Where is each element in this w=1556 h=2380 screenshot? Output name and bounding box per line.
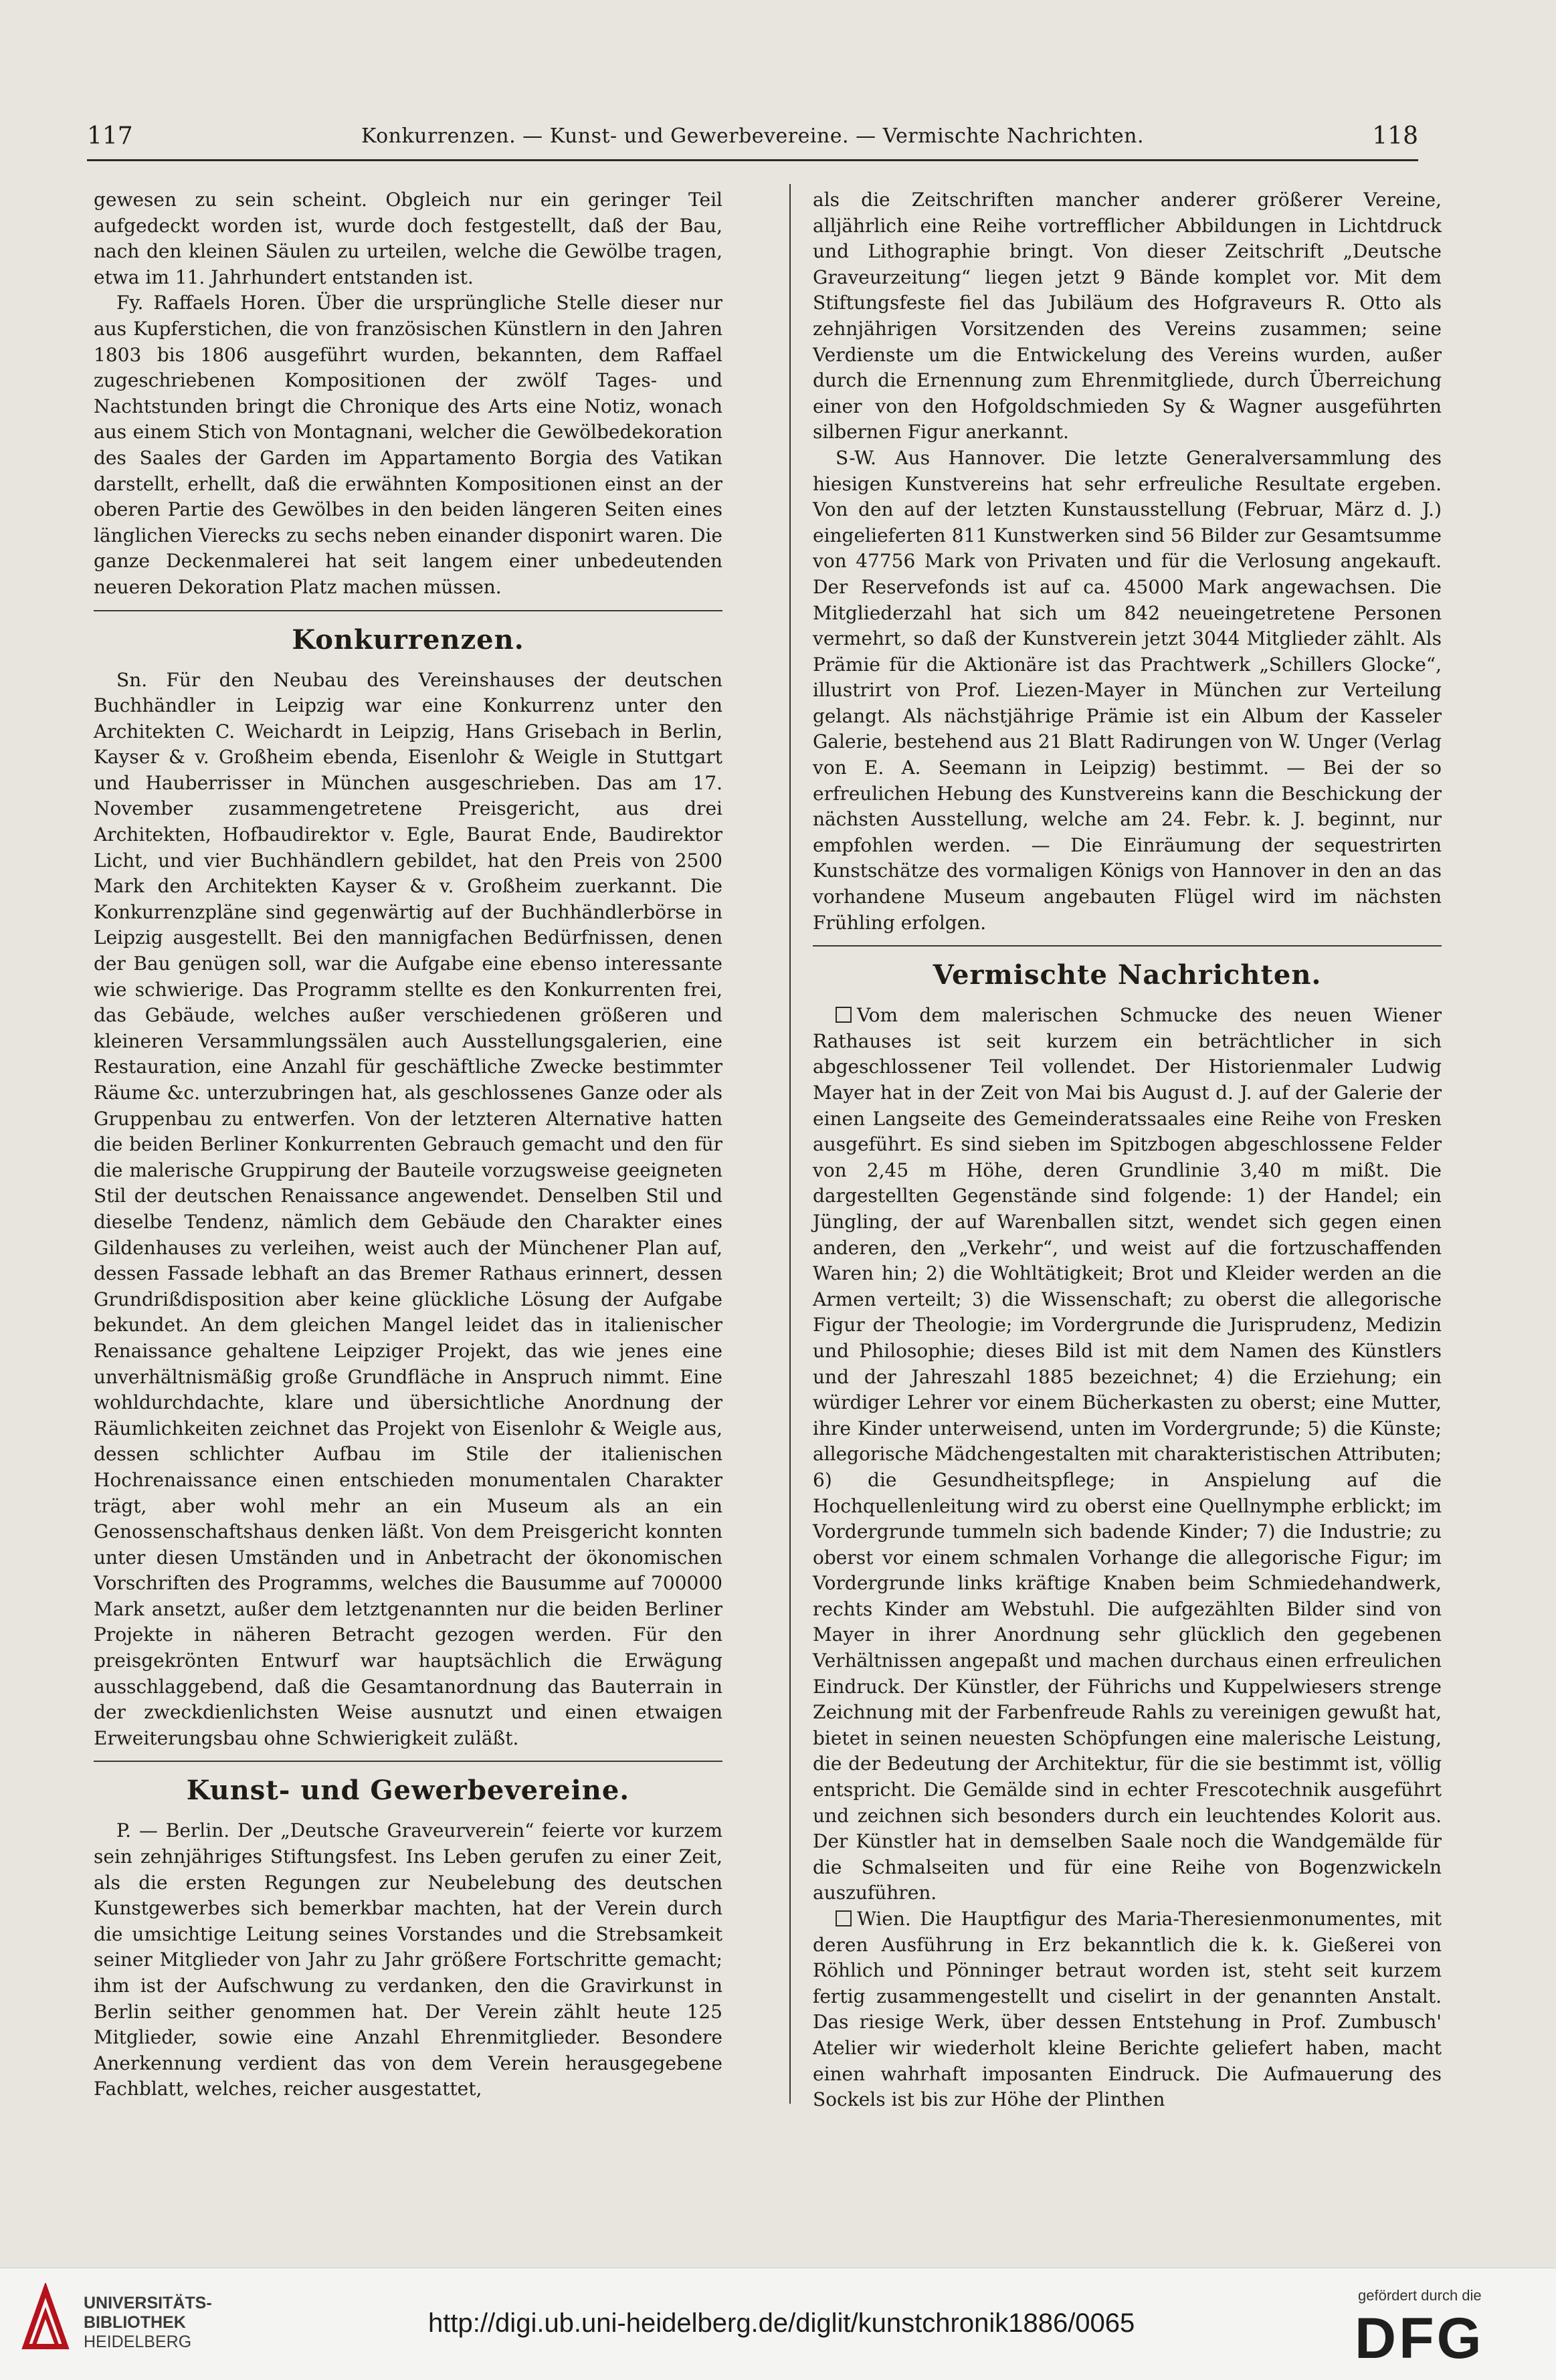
running-title: Konkurrenzen. — Kunst- und Gewerbevereine. — Vermischte Nachrichten. xyxy=(361,124,1145,148)
section-heading-konkurrenzen: Konkurrenzen. xyxy=(94,610,722,660)
university-seal-icon xyxy=(19,2283,72,2357)
paragraph-text: Wien. Die Hauptfigur des Maria-Theresienmonumentes, mit deren Ausführung in Erz bekanntlich die k. k. Gießerei von Röhlich und Pönninger betraut worden ist, steht seit kurzem fertig zusammengestellt und ciselirt in der genannten Anstalt. Das riesige Werk, über dessen Entstehung in Prof. Zumbusch' Atelier wir wiederholt kleine Berichte geliefert haben, macht einen wahrhaft imposanten Eindruck. Die Aufmauerung des Sockels ist bis zur Höhe der Plinthen xyxy=(813,1908,1442,2111)
paragraph-text: Vom dem malerischen Schmucke des neuen Wiener Rathauses ist seit kurzem ein beträchtlicher in sich abgeschlossener Teil vollendet. Der Historienmaler Ludwig Mayer hat in der Zeit von Mai bis August d. J. auf der Galerie der einen Langseite des Gemeinderatssaales eine Reihe von Fresken ausgeführt. Es sind sieben im Spitzbogen abgeschlossene Felder von 2,45 m Höhe, deren Grundlinie 3,40 m mißt. Die dargestellten Gegenstände sind folgende: 1) der Handel; ein Jüngling, der auf Warenballen sitzt, wendet sich gegen einen anderen, den „Verkehr“, und weist auf die fortzuschaffenden Waren hin; 2) die Wohltätigkeit; Brot und Kleider werden an die Armen verteilt; 3) die Wissenschaft; zu oberst die allegorische Figur der Theologie; im Vordergrunde die Jurisprudenz, Medizin und Philosophie; dieses Bild ist mit dem Namen des Künstlers und der Jahreszahl 1885 bezeichnet; 4) die Erziehung; ein würdiger Lehrer vor einem Bücherkasten zu oberst; eine Mutter, ihre Kinder unterweisend, unten im Vordergrunde; 5) die Künste; allegorische Mädchengestalten mit charakteristischen Attributen; 6) die Gesundheitspflege; in Anspielung auf die Hochquellenleitung wird zu oberst eine Quellnymphe erblickt; im Vordergrunde tummeln sich badende Kinder; 7) die Industrie; zu oberst vor einem schmalen Vorhange die allegorische Figur; im Vordergrunde links kräftige Knaben beim Schmiedehandwerk, rechts Kinder am Webstuhl. Die aufgezählten Bilder sind von Mayer in ihrer Anordnung sehr glücklich den gegebenen Verhältnissen angepaßt und machen durchaus einen erfreulichen Eindruck. Der Künstler, der Führichs und Kuppelwiesers strenge Zeichnung mit der Farbenfreude Rahls zu vereinigen gewußt hat, bietet in seinen neuesten Schöpfungen eine malerische Leistung, die der Bedeutung der Architektur, für die sie bestimmt ist, völlig entspricht. Die Gemälde sind in echter Frescotechnik ausgeführt und zeichnen sich besonders durch ein leuchtendes Kolorit aus. Der Künstler hat in demselben Saale noch die Wandgemälde für die Schmalseiten und für eine Reihe von Bogenzwickeln auszuführen. xyxy=(813,1004,1442,1904)
column-right xyxy=(813,187,1442,2113)
paragraph: P. — Berlin. Der „Deutsche Graveurverein“ feierte vor kurzem sein zehnjähriges Stiftungsfest. Ins Leben gerufen zu einer Zeit, als die ersten Regungen zur Neubelebung des deutschen Kunstgewerbes sich bemerkbar machten, hat der Verein durch die umsichtige Leitung seines Vorstandes und die Strebsamkeit seiner Mitglieder von Jahr zu Jahr größere Fortschritte gemacht; ihm ist der Aufschwung zu verdanken, den die Gravirkunst in Berlin seither genommen hat. Der Verein zählt heute 125 Mitglieder, sowie eine Anzahl Ehrenmitglieder. Besondere Anerkennung verdient das von dem Verein herausgegebene Fachblatt, welches, reicher ausgestattet, xyxy=(94,1819,722,2100)
dfg-logo: DFG xyxy=(1355,2306,1484,2371)
section-heading-kunst-und-gewerbevereine: Kunst- und Gewerbevereine. xyxy=(94,1761,722,1810)
institution-line: HEIDELBERG xyxy=(84,2333,192,2351)
digitization-footer xyxy=(0,2268,1556,2380)
paragraph-with-box xyxy=(813,1003,1442,1906)
institution-name xyxy=(84,2294,212,2352)
paragraph-with-box xyxy=(813,1906,1442,2113)
paragraph: Fy. Raffaels Horen. Über die ursprüngliche Stelle dieser nur aus Kupferstichen, die von französischen Künstlern in den Jahren 1803 bis 1806 ausgeführt wurden, bekannten, dem Raffael zugeschriebenen Kompositionen der zwölf Tages- und Nachtstunden bringt die Chronique des Arts eine Notiz, wonach aus einem Stich von Montagnani, welcher die Gewölbedekoration des Saales der Garden im Appartamento Borgia des Vatikan darstellt, erhellt, daß die erwähnten Kompositionen einst an der oberen Partie des Gewölbes in den beiden längeren Seiten eines länglichen Vierecks zu sechs neben einander disponirt waren. Die ganze Deckenmalerei hat seit langem einer unbedeutenden neueren Dekoration Platz machen müssen. xyxy=(94,292,722,598)
paragraph: S-W. Aus Hannover. Die letzte Generalversammlung des hiesigen Kunstvereins hat sehr erfreuliche Resultate ergeben. Von den auf der letzten Kunstausstellung (Februar, März d. J.) eingelieferten 811 Kunstwerken sind 56 Bilder zur Gesamtsumme von 47756 Mark von Privaten und für die Verlosung angekauft. Der Reservefonds ist auf ca. 45000 Mark angewachsen. Die Mitgliederzahl hat sich um 842 neueingetretene Personen vermehrt, so daß der Kunstverein jetzt 3044 Mitglieder zählt. Als Prämie für die Aktionäre ist das Prachtwerk „Schillers Glocke“, illustrirt von Prof. Liezen-Mayer in München zur Verteilung gelangt. Als nächstjährige Prämie ist ein Album der Kasseler Galerie, bestehend aus 21 Blatt Radirungen von W. Unger (Verlag von E. A. Seemann in Leipzig) bestimmt. — Bei der so erfreulichen Hebung des Kunstvereins kann die Beschickung der nächsten Ausstellung, welche am 24. Febr. k. J. beginnt, nur empfohlen werden. — Die Einräumung der sequestrirten Kunstschätze des vormaligen Königs von Hannover in den an das vorhandene Museum angebauten Flügel wird im nächsten Frühling erfolgen. xyxy=(813,446,1442,934)
paragraph: Sn. Für den Neubau des Vereinshauses der deutschen Buchhändler in Leipzig war eine Konkurrenz unter den Architekten C. Weichardt in Leipzig, Hans Grisebach in Berlin, Kayser & v. Großheim ebenda, Eisenlohr & Weigle in Stuttgart und Hauberrisser in München ausgeschrieben. Das am 17. November zusammengetretene Preisgericht, aus drei Architekten, Hofbaudirektor v. Egle, Baurat Ende, Baudirektor Licht, und vier Buchhändlern gebildet, hat den Preis von 2500 Mark den Architekten Kayser & v. Großheim zuerkannt. Die Konkurrenzpläne sind gegenwärtig auf der Buchhändlerbörse in Leipzig ausgestellt. Bei den mannigfachen Bedürfnissen, denen der Bau genügen soll, war die Aufgabe eine ebenso interessante wie schwierige. Das Programm stellte es den Konkurrenten frei, das Gebäude, welches außer verschiedenen größeren und kleineren Versammlungssälen auch Ausstellungsgalerien, eine Restauration, eine Anzahl für geschäftliche Zwecke bestimmter Räume &c. unterzubringen hat, als geschlossenes Ganze oder als Gruppenbau zu entwerfen. Von der letzteren Alternative hatten die beiden Berliner Konkurrenten Gebrauch gemacht und den für die malerische Gruppirung der Bauteile vorzugsweise geeigneten Stil der deutschen Renaissance angewendet. Denselben Stil und dieselbe Tendenz, nämlich dem Gebäude den Charakter eines Gildenhauses zu verleihen, weist auch der Münchener Plan auf, dessen Fassade lebhaft an das Bremer Rathaus erinnert, dessen Grundrißdisposition aber keine glückliche Lösung der Aufgabe bekundet. An dem gleichen Mangel leidet das in italienischer Renaissance gehaltene Leipziger Projekt, das wie jenes eine unverhältnismäßig große Grundfläche in Anspruch nimmt. Eine wohldurchdachte, klare und übersichtliche Anordnung der Räumlichkeiten zeichnet das Projekt von Eisenlohr & Weigle aus, dessen schlichter Aufbau im Stile der italienischen Hochrenaissance einen entschieden monumentalen Charakter trägt, aber wohl mehr an ein Museum als an ein Genossenschaftshaus denken läßt. Von dem Preisgericht konnten unter diesen Umständen und in Anbetracht der ökonomischen Vorschriften des Programms, welches die Bausumme auf 700000 Mark ansetzt, außer dem letztgenannten nur die beiden Berliner Projekte in näheren Betracht gezogen werden. Für den preisgekrönten Entwurf war hauptsächlich die Erwägung ausschlaggebend, daß die Gesamtanordnung das Bauterrain in der zweckdienlichsten Weise ausnutzt und einen etwaigen Erweiterungsbau ohne Schwierigkeit zuläßt. xyxy=(94,668,722,1749)
section-heading-vermischte-nachrichten: Vermischte Nachrichten. xyxy=(813,945,1442,995)
square-bullet-icon xyxy=(836,1910,852,1926)
running-header xyxy=(87,112,1418,161)
column-left xyxy=(94,187,722,2102)
page-number-left: 117 xyxy=(87,122,133,150)
page-number-right: 118 xyxy=(1372,122,1418,150)
paragraph: gewesen zu sein scheint. Obgleich nur ein geringer Teil aufgedeckt worden ist, wurde doch festgestellt, daß der Bau, nach den kleinen Säulen zu urteilen, welche die Gewölbe tragen, etwa im 11. Jahrhundert entstanden ist. xyxy=(94,189,722,288)
paragraph: als die Zeitschriften mancher anderer größerer Vereine, alljährlich eine Reihe vortrefflicher Abbildungen in Lichtdruck und Lithographie bringt. Von dieser Zeitschrift „Deutsche Graveurzeitung“ liegen jetzt 9 Bände komplet vor. Mit dem Stiftungsfeste fiel das Jubiläum des Hofgraveurs R. Otto als zehnjährigen Vorsitzenden des Vereins zusammen; seine Verdienste um die Entwickelung des Vereins wurden, außer durch die Ernennung zum Ehrenmitgliede, durch Überreichung einer von den Hofgoldschmieden Sy & Wagner ausgeführten silbernen Figur anerkannt. xyxy=(813,189,1442,443)
institution-line: BIBLIOTHEK xyxy=(84,2313,186,2332)
institution-line: UNIVERSITÄTS- xyxy=(84,2294,212,2312)
source-url-link[interactable]: http://digi.ub.uni-heidelberg.de/diglit/kunstchronik1886/0065 xyxy=(428,2308,1135,2338)
funded-by-label: gefördert durch die xyxy=(1358,2287,1482,2304)
column-divider xyxy=(789,184,791,2104)
square-bullet-icon xyxy=(836,1007,852,1023)
